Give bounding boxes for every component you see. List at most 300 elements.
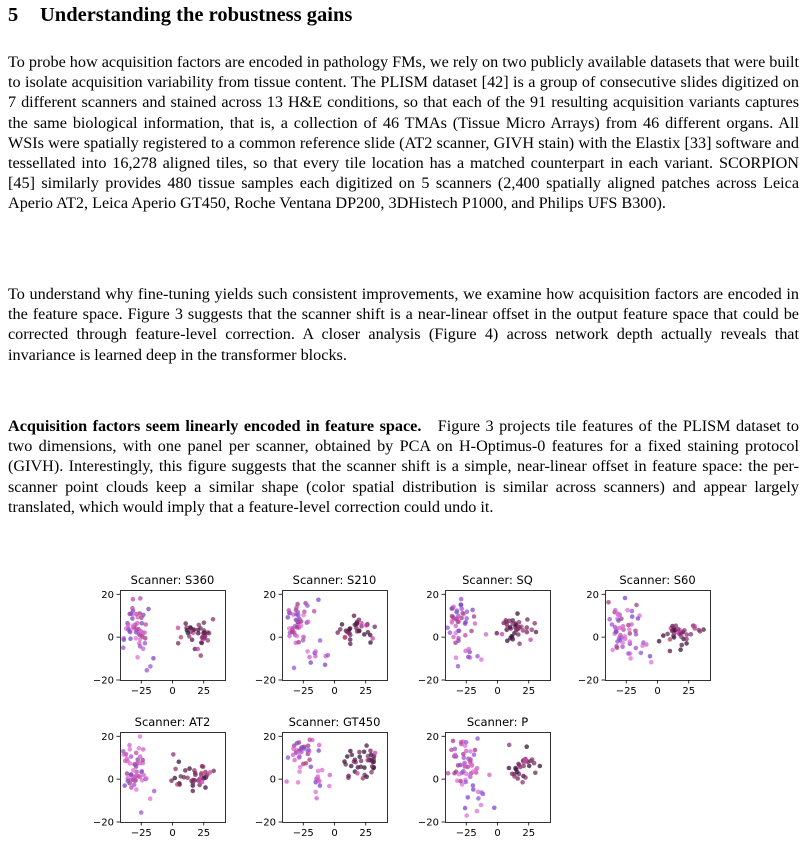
scatter-point <box>615 645 620 650</box>
scatter-point <box>620 645 625 650</box>
scatter-point <box>196 647 201 652</box>
scatter-point <box>464 740 469 745</box>
scatter-point <box>634 603 639 608</box>
scatter-point <box>527 764 532 769</box>
scatter-point <box>186 631 191 636</box>
scatter-panel <box>417 731 551 839</box>
scatter-point <box>301 613 306 618</box>
scatter-point <box>296 640 301 645</box>
x-tick-label: 0 <box>169 828 176 839</box>
scatter-point <box>479 657 484 662</box>
scatter-point <box>138 761 143 766</box>
scatter-point <box>372 625 377 630</box>
scatter-point <box>305 649 310 654</box>
x-tick-label: 0 <box>654 686 661 697</box>
scatter-point <box>463 806 468 811</box>
scatter-point <box>610 622 615 627</box>
scatter-point <box>318 638 323 643</box>
scatter-point <box>466 655 471 660</box>
scatter-point <box>476 796 481 801</box>
scatter-point <box>353 623 358 628</box>
scatter-point <box>141 747 146 752</box>
x-tick-label: 25 <box>197 686 211 697</box>
scatter-point <box>507 766 512 771</box>
scatter-point <box>200 764 205 769</box>
scatter-point <box>134 612 139 617</box>
scatter-point <box>175 782 180 787</box>
x-tick-label: 25 <box>522 686 536 697</box>
scatter-point <box>484 632 489 637</box>
scatter-panel <box>254 589 388 697</box>
scatter-point <box>357 629 362 634</box>
scatter-point <box>197 623 202 628</box>
scatter-point <box>365 758 370 763</box>
scatter-point <box>131 597 136 602</box>
scatter-point <box>473 621 478 626</box>
scatter-point <box>313 790 318 795</box>
scatter-point <box>314 796 319 801</box>
scatter-point <box>152 789 157 794</box>
scatter-point <box>628 639 633 644</box>
scatter-point <box>626 651 631 656</box>
scatter-point <box>628 656 633 661</box>
scatter-point <box>177 760 182 765</box>
scatter-point <box>463 780 468 785</box>
scatter-point <box>463 633 468 638</box>
scatter-point <box>127 629 132 634</box>
scatter-point <box>349 764 354 769</box>
scatter-point <box>520 780 525 785</box>
scatter-point <box>140 634 145 639</box>
scatter-point <box>368 640 373 645</box>
scatter-point <box>129 778 134 783</box>
scatter-point <box>206 638 211 643</box>
scatter-point <box>468 749 473 754</box>
scatter-point <box>133 762 138 767</box>
section-number: 5 <box>8 4 19 26</box>
scatter-point <box>296 610 301 615</box>
y-tick-label: 0 <box>592 632 599 644</box>
paragraph-datasets: To probe how acquisition factors are encoded in pathology FMs, we rely on two publicly available datasets that were built to isolate acquisition variability from tissue content. The PLISM dataset [42] is a group of consecutive slides digitized on 7 different scanners and stained across 13 H&E conditions, so that each of the 91 resulting acquisition variants captures the same biological information, that is, a collection of 46 TMAs (Tissue Micro Arrays) from 46 different organs. All WSIs were spatially registered to a common reference slide (AT2 scanner, GIVH stain) with the Elastix [33] software and tessellated into 16,278 aligned tiles, so that every tile location has a matched counterpart in each variant. SCORPION [45] similarly provides 480 tissue samples each digitized on 5 scanners (2,400 spatially aligned patches across Leica Aperio AT2, Leica Aperio GT450, Roche Ventana DP200, 3DHistech P1000, and Philips UFS B300). <box>8 53 799 213</box>
panel-title: Scanner: GT450 <box>288 715 381 729</box>
scatter-point <box>633 629 638 634</box>
scatter-point <box>370 636 375 641</box>
scatter-point <box>326 653 331 658</box>
scatter-point <box>316 774 321 779</box>
scatter-point <box>521 764 526 769</box>
scatter-point <box>534 630 539 635</box>
scatter-point <box>451 635 456 640</box>
scatter-point <box>307 757 312 762</box>
scatter-point <box>287 608 292 613</box>
scatter-point <box>452 771 457 776</box>
scatter-point <box>508 625 513 630</box>
scatter-point <box>466 647 471 652</box>
scatter-point <box>698 629 703 634</box>
scatter-point <box>343 635 348 640</box>
scatter-point <box>143 622 148 627</box>
scatter-point <box>200 635 205 640</box>
scatter-point <box>202 620 207 625</box>
scatter-point <box>445 626 450 631</box>
scatter-point <box>138 754 143 759</box>
scatter-point <box>606 600 611 605</box>
scatter-point <box>295 602 300 607</box>
scatter-point <box>368 749 373 754</box>
scatter-point <box>129 772 134 777</box>
scatter-point <box>470 608 475 613</box>
scatter-point <box>689 632 694 637</box>
scatter-point <box>306 620 311 625</box>
scatter-point <box>607 617 612 622</box>
scatter-point <box>359 621 364 626</box>
scatter-point <box>359 759 364 764</box>
paragraph-body: Figure 3 projects tile features of the PLISM dataset to two dimensions, with one panel per scanner, obtained by PCA on H-Optimus-0 features for a fixed staining protocol (GIVH). Interestingly, this figure suggests that the scanner shift is a simple, near-linear offset in feature space: the per-scanner point clouds keep a similar shape (color spatial distribution is similar across scanners) and appear largely translated, which would imply that a feature-level correction could undo it. <box>8 417 799 516</box>
scatter-point <box>304 761 309 766</box>
scatter-point <box>466 795 471 800</box>
scatter-point <box>348 637 353 642</box>
scatter-point <box>458 779 463 784</box>
scatter-point <box>320 768 325 773</box>
scatter-point <box>179 635 184 640</box>
section-heading <box>8 4 352 27</box>
scatter-point <box>296 780 301 785</box>
scatter-point <box>625 608 630 613</box>
scatter-point <box>131 623 136 628</box>
scatter-point <box>525 630 530 635</box>
scatter-point <box>471 770 476 775</box>
scatter-point <box>373 751 378 756</box>
scatter-point <box>454 624 459 629</box>
scatter-point <box>529 628 534 633</box>
scatter-point <box>134 636 139 641</box>
scatter-point <box>533 771 538 776</box>
scatter-point <box>364 743 369 748</box>
scatter-point <box>128 761 133 766</box>
scatter-point <box>362 750 367 755</box>
y-tick-label: 0 <box>269 774 276 786</box>
scatter-point <box>295 634 300 639</box>
x-tick-label: −25 <box>292 828 314 839</box>
y-tick-label: 20 <box>426 589 439 601</box>
scatter-point <box>134 774 139 779</box>
scatter-point <box>515 770 520 775</box>
scatter-point <box>121 645 126 650</box>
scatter-point <box>684 637 689 642</box>
scatter-point <box>364 623 369 628</box>
scatter-point <box>183 621 188 626</box>
scatter-point <box>684 641 689 646</box>
scatter-point <box>623 596 628 601</box>
scatter-point <box>459 607 464 612</box>
scatter-point <box>446 771 451 776</box>
scatter-point <box>328 773 333 778</box>
scatter-point <box>312 609 317 614</box>
scatter-point <box>464 813 469 818</box>
scatter-point <box>636 616 641 621</box>
x-tick-label: −25 <box>455 686 477 697</box>
y-tick-label: −20 <box>417 817 439 829</box>
scatter-point <box>338 627 343 632</box>
scatter-point <box>679 634 684 639</box>
scatter-point <box>133 778 138 783</box>
y-tick-label: −20 <box>254 675 276 687</box>
scatter-point <box>685 632 690 637</box>
scatter-point <box>369 753 374 758</box>
y-tick-label: 0 <box>269 632 276 644</box>
scatter-point <box>196 628 201 633</box>
scatter-point <box>517 641 522 646</box>
axes-frame <box>283 733 388 823</box>
scatter-point <box>342 759 347 764</box>
scatter-point <box>129 754 134 759</box>
scatter-point <box>138 644 143 649</box>
scatter-point <box>131 768 136 773</box>
scatter-point <box>479 790 484 795</box>
paragraph-heading: Acquisition factors seem linearly encoded in feature space. <box>8 417 422 435</box>
y-tick-label: 20 <box>101 589 114 601</box>
scatter-point <box>449 748 454 753</box>
x-tick-label: 0 <box>169 686 176 697</box>
scatter-point <box>140 621 145 626</box>
scatter-point <box>471 787 476 792</box>
scatter-point <box>211 617 216 622</box>
scatter-point <box>173 776 178 781</box>
scatter-point <box>621 624 626 629</box>
scatter-point <box>292 666 297 671</box>
scatter-point <box>676 627 681 632</box>
scatter-point <box>202 630 207 635</box>
scatter-point <box>516 632 521 637</box>
scatter-point <box>130 616 135 621</box>
scatter-point <box>139 616 144 621</box>
scatter-point <box>657 639 662 644</box>
scatter-panel <box>92 589 226 697</box>
panel-title: Scanner: AT2 <box>134 715 211 729</box>
scatter-point <box>297 769 302 774</box>
scatter-point <box>453 641 458 646</box>
scatter-point <box>302 746 307 751</box>
scatter-point <box>626 623 631 628</box>
scatter-panel <box>254 731 388 839</box>
scatter-point <box>468 759 473 764</box>
scatter-point <box>203 785 208 790</box>
scatter-point <box>458 602 463 607</box>
scatter-point <box>515 611 520 616</box>
x-tick-label: −25 <box>615 686 637 697</box>
scatter-point <box>135 655 140 660</box>
scatter-point <box>523 775 528 780</box>
scatter-point <box>176 641 181 646</box>
scatter-point <box>355 771 360 776</box>
scatter-panel <box>417 589 551 697</box>
scatter-point <box>525 625 530 630</box>
x-tick-label: −25 <box>130 828 152 839</box>
scatter-point <box>456 664 461 669</box>
panel-title: Scanner: S360 <box>130 573 215 587</box>
scatter-point <box>327 784 332 789</box>
scatter-point <box>143 641 148 646</box>
scatter-point <box>619 636 624 641</box>
scatter-point <box>284 779 289 784</box>
scatter-point <box>208 770 213 775</box>
scatter-point <box>200 641 205 646</box>
scatter-point <box>202 776 207 781</box>
scatter-point <box>455 608 460 613</box>
scatter-point <box>298 765 303 770</box>
scatter-point <box>682 628 687 633</box>
scatter-point <box>203 770 208 775</box>
scatter-point <box>495 631 500 636</box>
scatter-point <box>197 778 202 783</box>
scatter-point <box>692 626 697 631</box>
scatter-point <box>456 629 461 634</box>
scatter-point <box>306 748 311 753</box>
scatter-point <box>295 741 300 746</box>
scatter-panel <box>92 731 226 839</box>
scatter-point <box>517 620 522 625</box>
scatter-point <box>340 622 345 627</box>
scatter-point <box>145 668 150 673</box>
x-tick-label: −25 <box>292 686 314 697</box>
scatter-point <box>504 622 509 627</box>
scatter-point <box>665 632 670 637</box>
scatter-point <box>475 736 480 741</box>
scatter-point <box>661 633 666 638</box>
y-tick-label: 0 <box>432 632 439 644</box>
scatter-point <box>345 754 350 759</box>
scatter-point <box>453 753 458 758</box>
scatter-point <box>191 789 196 794</box>
scatter-point <box>316 598 321 603</box>
scatter-point <box>457 772 462 777</box>
scatter-point <box>316 748 321 753</box>
scatter-point <box>467 773 472 778</box>
scatter-point <box>308 660 313 665</box>
scatter-point <box>129 611 134 616</box>
scatter-point <box>532 761 537 766</box>
scatter-point <box>627 627 632 632</box>
scatter-point <box>291 747 296 752</box>
scatter-point <box>448 630 453 635</box>
y-tick-label: 20 <box>426 731 439 743</box>
scatter-point <box>323 663 328 668</box>
scatter-point <box>679 643 684 648</box>
panel-title: Scanner: P <box>466 715 529 729</box>
y-tick-label: 0 <box>107 632 114 644</box>
paragraph-finetuning: To understand why fine-tuning yields such consistent improvements, we examine how acquisition factors are encoded in the feature space. Figure 3 suggests that the scanner shift is a near-linear offset in the output feature space that could be corrected through feature-level correction. A closer analysis (Figure 4) across network depth actually reveals that invariance is learned deep in the transformer blocks. <box>8 285 799 364</box>
x-tick-label: 25 <box>682 686 696 697</box>
axes-frame <box>121 591 226 681</box>
scatter-point <box>346 776 351 781</box>
x-tick-label: 25 <box>522 828 536 839</box>
scatter-point <box>317 743 322 748</box>
scatter-point <box>450 614 455 619</box>
scatter-point <box>148 796 153 801</box>
scatter-point <box>286 615 291 620</box>
x-tick-label: 25 <box>359 828 373 839</box>
scatter-point <box>353 758 358 763</box>
scatter-point <box>454 655 459 660</box>
scatter-point <box>137 774 142 779</box>
scatter-point <box>127 743 132 748</box>
y-tick-label: −20 <box>417 675 439 687</box>
scatter-point <box>487 773 492 778</box>
scatter-point <box>183 768 188 773</box>
scatter-point <box>134 751 139 756</box>
scatter-point <box>492 806 497 811</box>
scatter-point <box>134 787 139 792</box>
scatter-point <box>364 775 369 780</box>
scatter-point <box>135 621 140 626</box>
scatter-point <box>130 606 135 611</box>
scatter-point <box>316 769 321 774</box>
scatter-point <box>514 628 519 633</box>
scatter-point <box>301 635 306 640</box>
scatter-point <box>193 772 198 777</box>
scatter-point <box>173 767 178 772</box>
panel-title: Scanner: S60 <box>619 573 696 587</box>
y-tick-label: 0 <box>432 774 439 786</box>
scatter-point <box>639 651 644 656</box>
panel-title: Scanner: SQ <box>462 573 533 587</box>
scatter-point <box>176 626 181 631</box>
scatter-point <box>475 809 480 814</box>
scatter-point <box>287 634 292 639</box>
scatter-point <box>139 629 144 634</box>
y-tick-label: 20 <box>263 731 276 743</box>
scatter-point <box>507 743 512 748</box>
scatter-point <box>459 740 464 745</box>
scatter-point <box>470 763 475 768</box>
scatter-point <box>313 649 318 654</box>
scatter-point <box>525 617 530 622</box>
x-tick-label: −25 <box>455 828 477 839</box>
scatter-point <box>619 616 624 621</box>
scatter-point <box>469 629 474 634</box>
scatter-point <box>472 614 477 619</box>
scatter-point <box>191 781 196 786</box>
scatter-point <box>475 654 480 659</box>
y-tick-label: −20 <box>577 675 599 687</box>
scatter-point <box>139 810 144 815</box>
scatter-point <box>148 664 153 669</box>
scatter-point <box>132 782 137 787</box>
scatter-point <box>471 783 476 788</box>
scatter-point <box>462 763 467 768</box>
scatter-point <box>449 606 454 611</box>
scatter-point <box>137 746 142 751</box>
scatter-point <box>348 642 353 647</box>
scatter-point <box>286 755 291 760</box>
scatter-point <box>307 655 312 660</box>
scatter-point <box>512 774 517 779</box>
scatter-point <box>500 632 505 637</box>
scatter-point <box>644 642 649 647</box>
scatter-point <box>125 771 130 776</box>
scatter-point <box>479 803 484 808</box>
x-tick-label: 0 <box>331 686 338 697</box>
y-tick-label: −20 <box>254 817 276 829</box>
scatter-point <box>464 616 469 621</box>
scatter-point <box>473 748 478 753</box>
scatter-point <box>305 603 310 608</box>
scatter-point <box>350 753 355 758</box>
y-tick-label: 20 <box>586 589 599 601</box>
scatter-point <box>668 649 673 654</box>
scatter-point <box>128 747 133 752</box>
scatter-point <box>464 749 469 754</box>
